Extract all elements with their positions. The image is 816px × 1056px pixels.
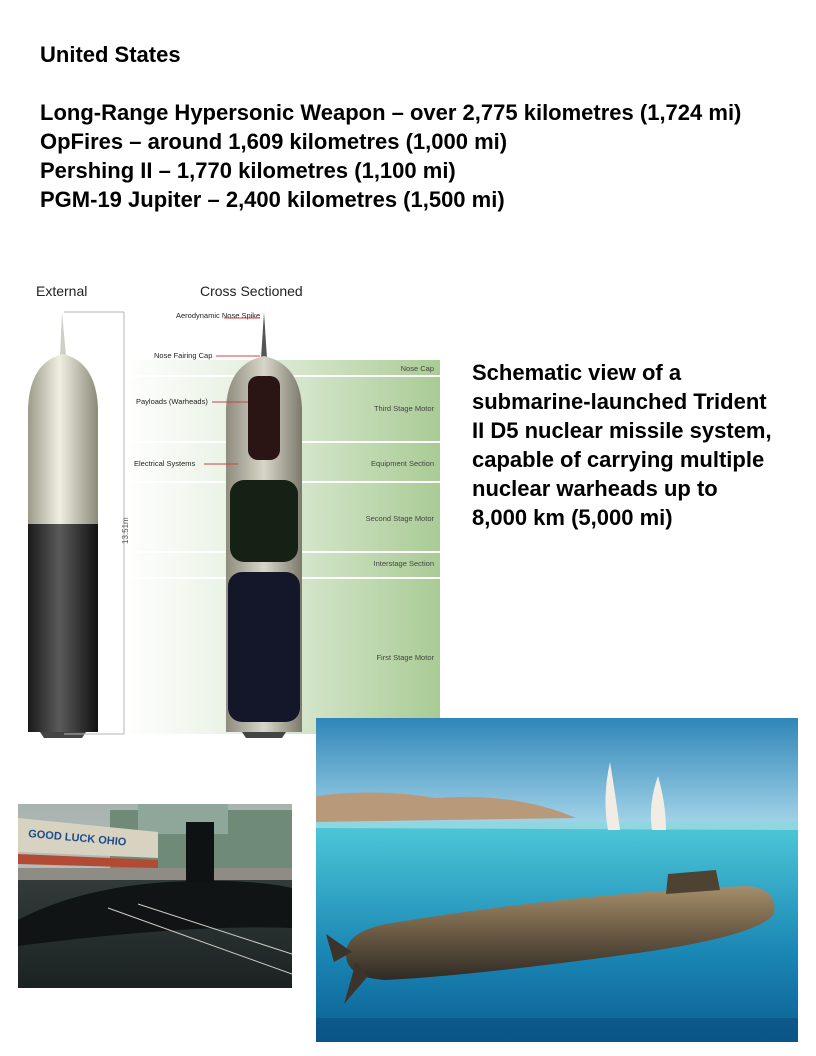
missile-range-list	[40, 98, 800, 214]
underwater-launch-illustration	[316, 718, 798, 1042]
submarine-launch-photo	[18, 804, 292, 988]
schematic-caption: Schematic view of a submarine-launched Trident II D5 nuclear missile system, capable of carrying multiple nuclear warheads up to 8,000 km (5,000 mi)	[472, 360, 772, 530]
cross-section-missile	[226, 312, 302, 738]
length-label: 13.51m	[121, 517, 130, 544]
section-interstage: Interstage Section	[373, 559, 434, 568]
external-missile	[28, 312, 98, 738]
callout-electrical: Electrical Systems	[134, 459, 196, 468]
callout-spike: Aerodynamic Nose Spike	[176, 311, 261, 320]
section-first-stage: First Stage Motor	[376, 653, 434, 662]
callout-payloads: Payloads (Warheads)	[136, 397, 208, 406]
page-heading: United States	[40, 42, 181, 67]
range-item-lrhw: Long-Range Hypersonic Weapon – over 2,775 kilometres (1,724 mi)	[40, 100, 742, 125]
range-item-pershing: Pershing II – 1,770 kilometres (1,100 mi)	[40, 158, 456, 183]
section-second-stage: Second Stage Motor	[365, 514, 434, 523]
section-third-stage: Third Stage Motor	[373, 404, 434, 413]
section-nose-cap: Nose Cap	[400, 364, 434, 373]
external-label: External	[36, 283, 88, 299]
range-item-jupiter: PGM-19 Jupiter – 2,400 kilometres (1,500 mi)	[40, 187, 505, 212]
section-equipment: Equipment Section	[371, 459, 434, 468]
launch-banner-text: GOOD LUCK OHIO	[27, 828, 127, 849]
range-item-opfires: OpFires – around 1,609 kilometres (1,000 mi)	[40, 129, 508, 154]
callout-fairing: Nose Fairing Cap	[154, 351, 213, 360]
trident-schematic-figure	[20, 276, 444, 738]
cross-section-label: Cross Sectioned	[200, 283, 303, 299]
